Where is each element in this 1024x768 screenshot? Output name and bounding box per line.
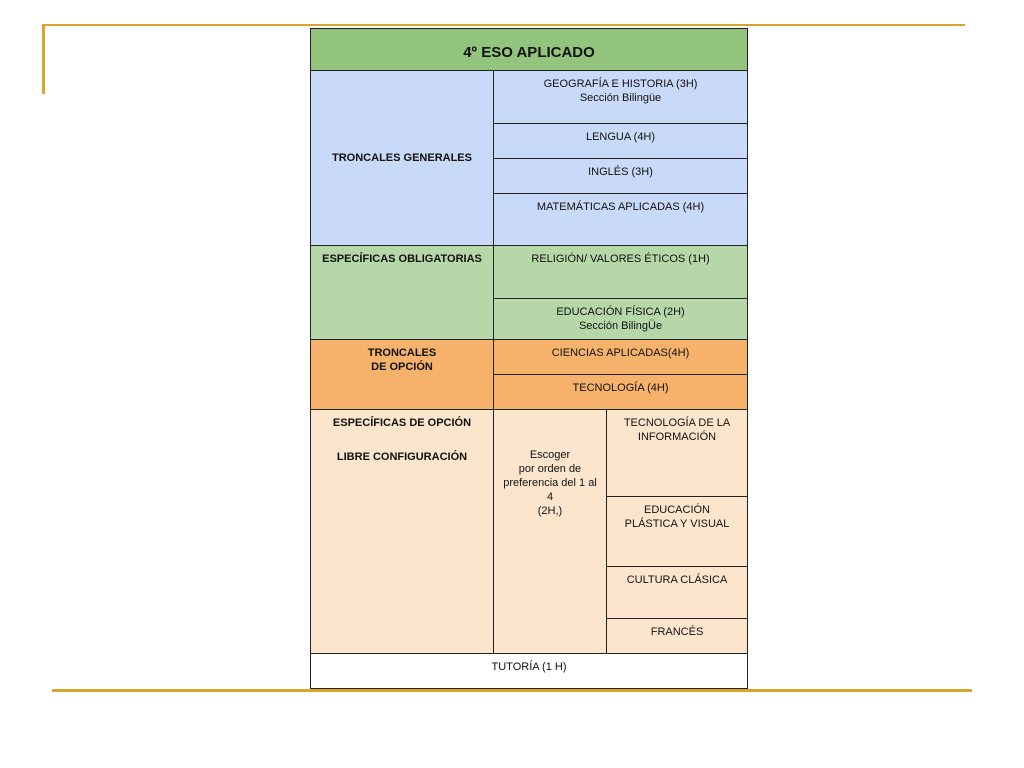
subjects-table: [310, 28, 748, 689]
subject-name: EDUCACIÓN FÍSICA (2H): [556, 306, 685, 318]
especificas-opcion-text: ESPECÍFICAS DE OPCIÓN: [332, 417, 472, 429]
subject-geografia: [494, 71, 748, 124]
top-decorative-line: [42, 24, 965, 26]
subject-religion: RELIGIÓN/ VALORES ÉTICOS (1H): [494, 246, 748, 299]
subject-note: Sección Bilingüe: [579, 92, 662, 104]
bottom-decorative-line: [52, 689, 972, 692]
especificas-obligatorias-label: ESPECÍFICAS OBLIGATORIAS: [311, 246, 494, 340]
subject-name: GEOGRAFÍA E HISTORIA (3H): [543, 78, 698, 90]
subject-ingles: INGLÉS (3H): [494, 159, 748, 194]
instruction-line: (2H,): [537, 505, 563, 517]
subject-educacion-fisica: [494, 299, 748, 340]
instruction-line: preferencia del 1 al: [503, 477, 597, 489]
subject-tecnologia: TECNOLOGÍA (4H): [494, 375, 748, 410]
troncales-opcion-label: [311, 340, 494, 410]
subject-frances: FRANCÉS: [607, 619, 748, 654]
especificas-opcion-label: [311, 410, 494, 654]
libre-configuracion-text: LIBRE CONFIGURACIÓN: [336, 451, 468, 463]
subject-line: INFORMACIÓN: [637, 431, 717, 443]
instruction-line: Escoger: [529, 449, 571, 461]
subject-note: Sección BilingÜe: [578, 320, 663, 332]
subject-cultura-clasica: CULTURA CLÁSICA: [607, 567, 748, 619]
subject-educacion-plastica: [607, 497, 748, 567]
subject-matematicas: MATEMÁTICAS APLICADAS (4H): [494, 194, 748, 246]
troncales-generales-label: TRONCALES GENERALES: [311, 71, 494, 246]
elective-instructions: [494, 410, 607, 654]
subject-ciencias-aplicadas: CIENCIAS APLICADAS(4H): [494, 340, 748, 375]
subject-line: TECNOLOGÍA DE LA: [623, 417, 731, 429]
subject-line: EDUCACIÓN: [644, 504, 711, 516]
label-line: DE OPCIÓN: [371, 361, 433, 373]
instruction-line: 4: [546, 491, 554, 503]
subject-lengua: LENGUA (4H): [494, 124, 748, 159]
left-decorative-line: [42, 24, 45, 94]
table-title: 4º ESO APLICADO: [311, 29, 748, 71]
subject-tecnologia-informacion: [607, 410, 748, 497]
instruction-line: por orden de: [518, 463, 582, 475]
tutoria-row: TUTORÍA (1 H): [311, 654, 748, 689]
subject-line: PLÁSTICA Y VISUAL: [624, 518, 730, 530]
label-line: TRONCALES: [367, 347, 437, 359]
